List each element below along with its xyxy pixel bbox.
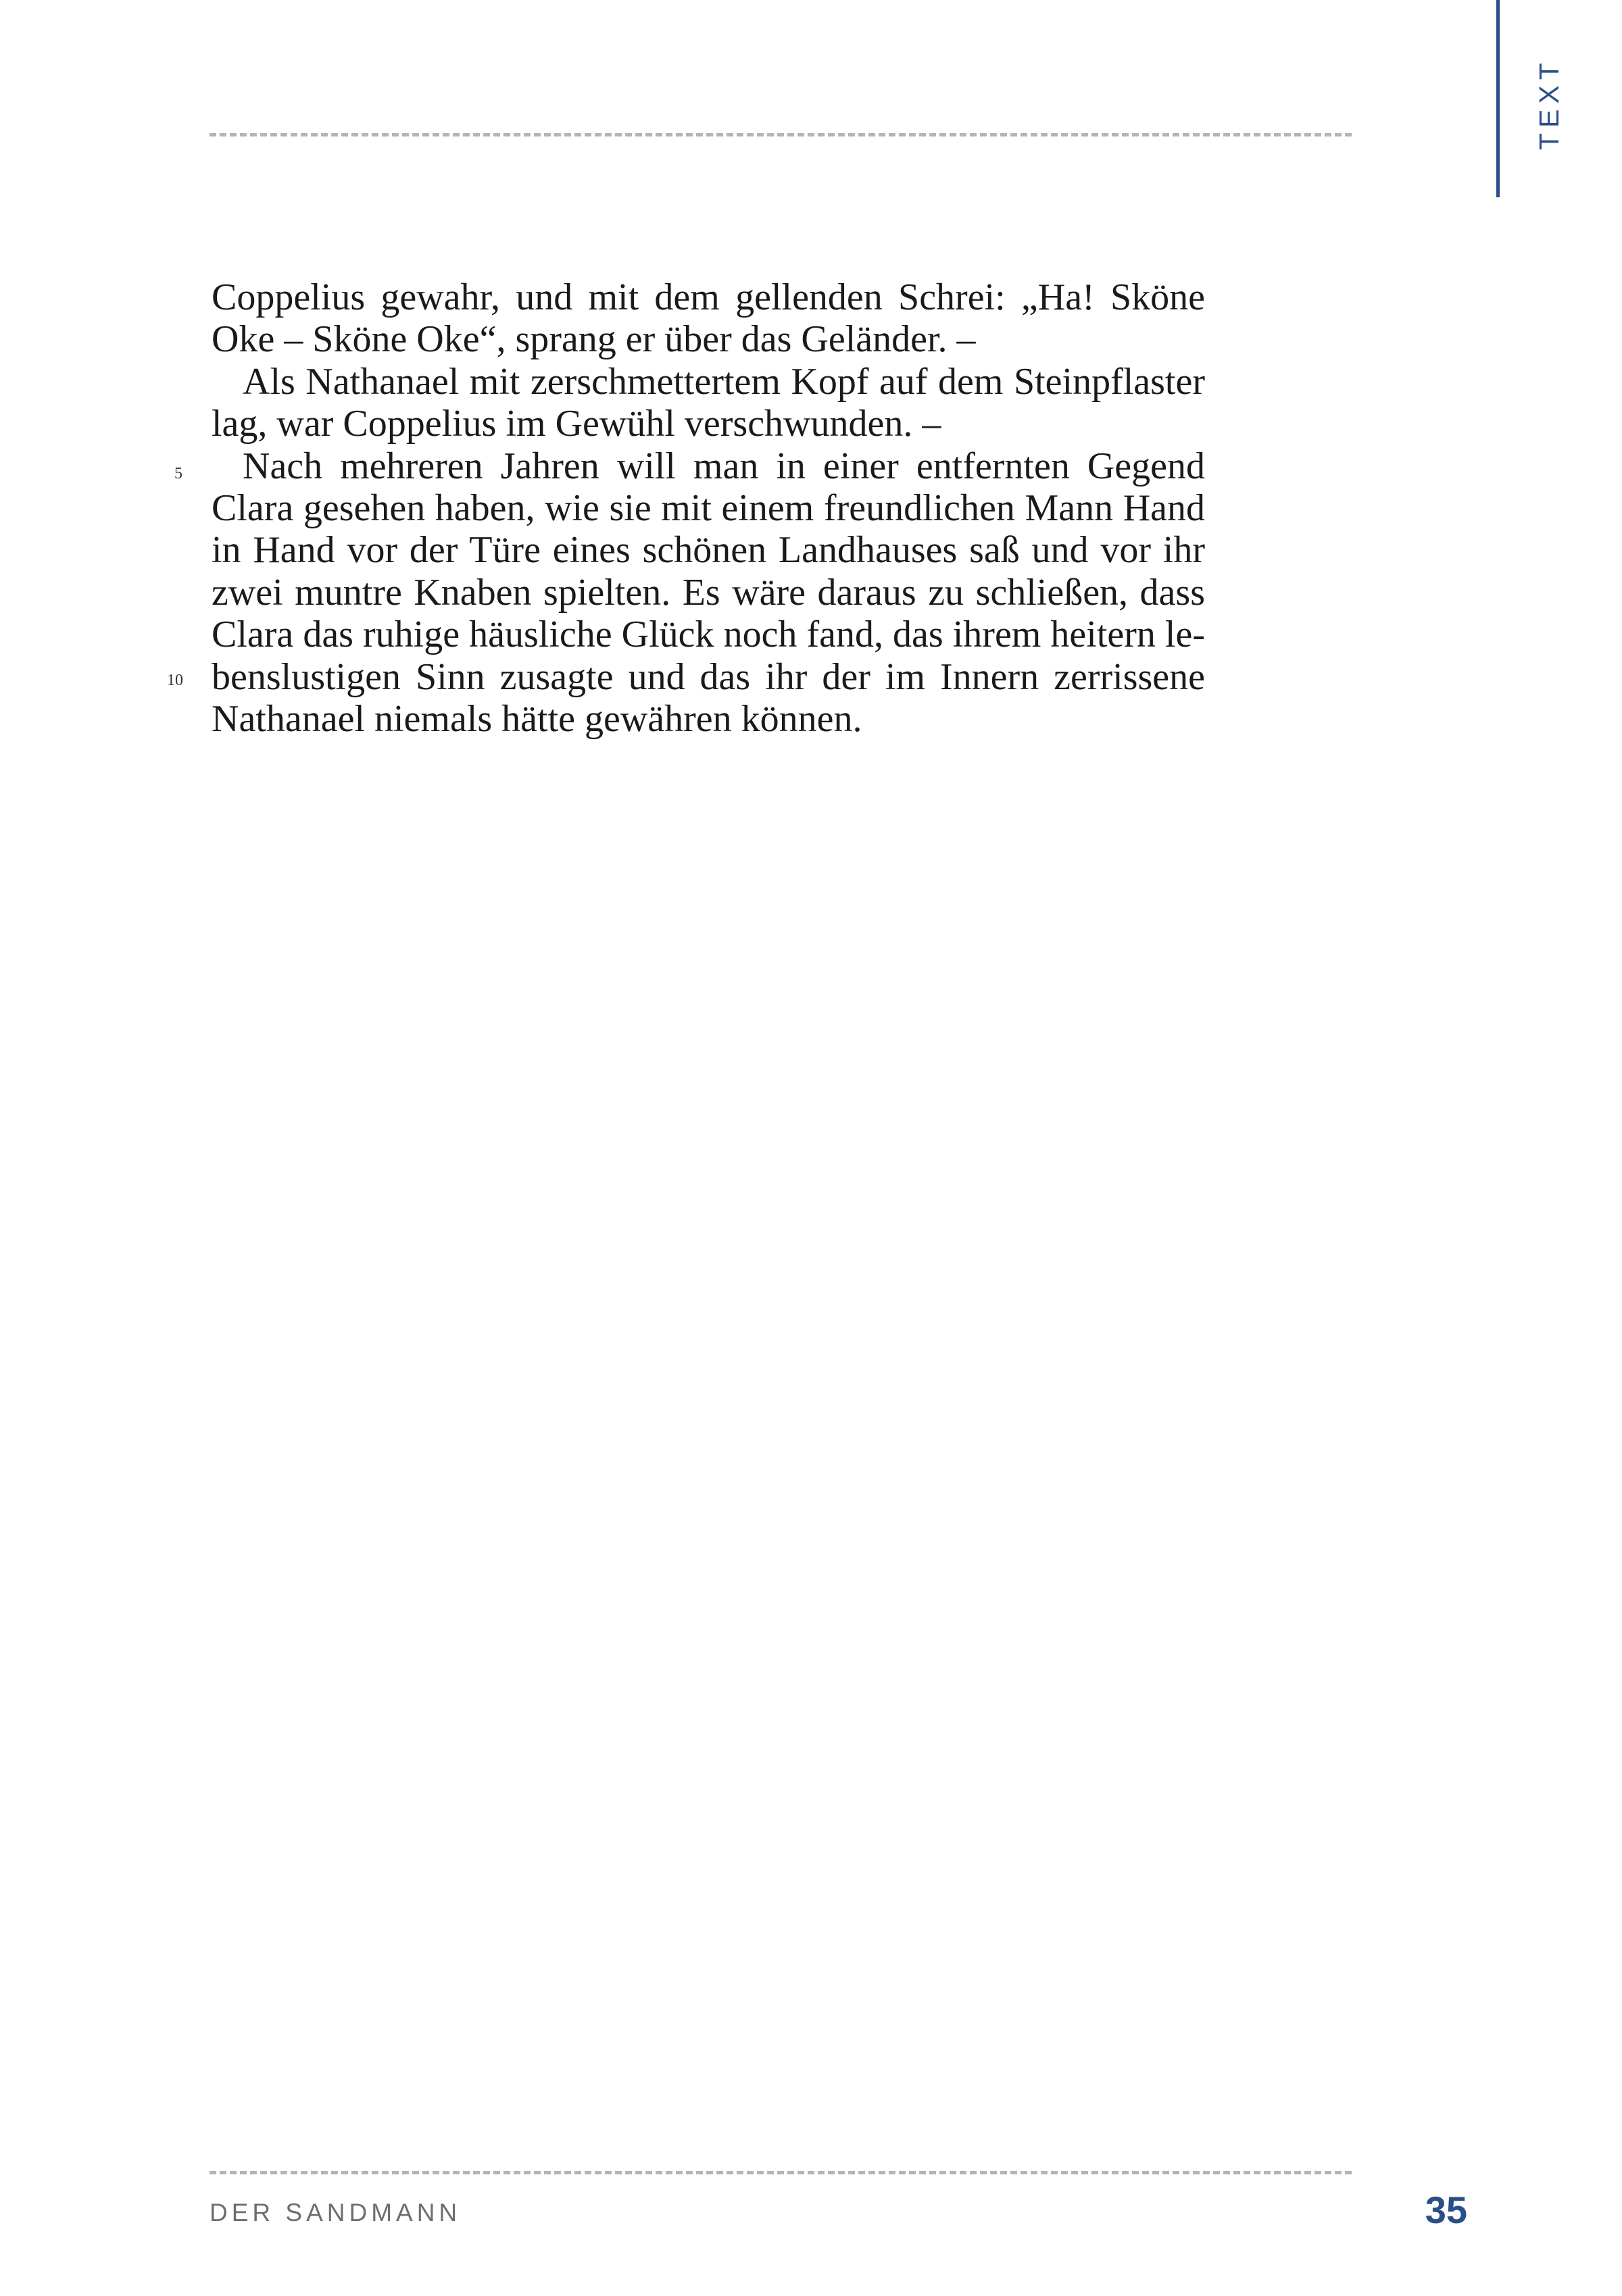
text-line: in Hand vor der Türe eines schönen Landhauses saß und vor ihr xyxy=(212,529,1205,572)
body-text xyxy=(212,276,1205,740)
line-number-10: 10 xyxy=(167,672,183,689)
footer-book-title: DER SANDMANN xyxy=(210,2199,462,2226)
text-line: Nathanael niemals hätte gewähren können. xyxy=(212,697,862,740)
line-number-5: 5 xyxy=(174,465,182,482)
text-line: Oke – Sköne Oke“, sprang er über das Geländer. – xyxy=(212,318,976,361)
text-line: Clara das ruhige häusliche Glück noch fand, das ihrem heitern le- xyxy=(212,614,1205,656)
side-tab-rule xyxy=(1496,0,1500,197)
text-line: benslustigen Sinn zusagte und das ihr der im Innern zerrissene xyxy=(212,655,1205,698)
header-dashed-rule xyxy=(210,133,1352,136)
side-tab-label: TEXT xyxy=(1533,57,1565,150)
page-number: 35 xyxy=(1425,2189,1467,2231)
text-line: Als Nathanael mit zerschmettertem Kopf auf dem Steinpflaster xyxy=(243,360,1205,403)
text-line: Clara gesehen haben, wie sie mit einem freundlichen Mann Hand xyxy=(212,486,1205,529)
footer-dashed-rule xyxy=(210,2171,1352,2174)
text-line: lag, war Coppelius im Gewühl verschwunden. – xyxy=(212,403,941,445)
text-line: Nach mehreren Jahren will man in einer entfernten Gegend xyxy=(243,445,1205,487)
text-line: Coppelius gewahr, und mit dem gellenden Schrei: „Ha! Sköne xyxy=(212,276,1205,318)
text-line: zwei muntre Knaben spielten. Es wäre daraus zu schließen, dass xyxy=(212,571,1205,614)
